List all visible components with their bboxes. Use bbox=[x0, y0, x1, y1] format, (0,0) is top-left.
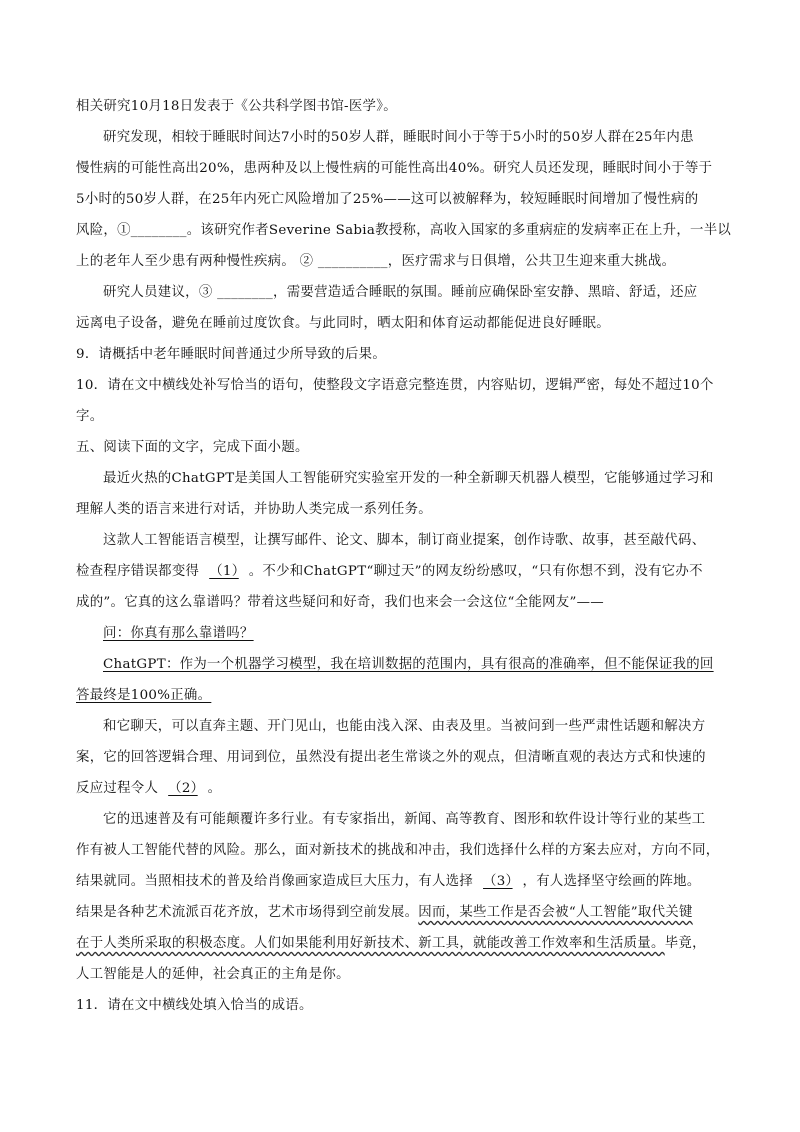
question-10-cont: 字。 bbox=[76, 409, 104, 424]
paragraph-line: 案，它的回答逻辑合理、用词到位，虽然没有提出老生常谈之外的观点，但清晰直观的表达方式和快速的 bbox=[76, 750, 706, 765]
answer-line: ChatGPT：作为一个机器学习模型，我在培训数据的范围内，具有很高的准确率，但不能保证我的回 bbox=[103, 657, 714, 672]
paragraph-line: 理解人类的语言来进行对话，并协助人类完成一系列任务。 bbox=[76, 502, 432, 517]
paragraph-line: 和它聊天，可以直奔主题、开门见山，也能由浅入深、由表及里。当被问到一些严肃性话题和解决方 bbox=[103, 719, 706, 734]
blank-1: （1） bbox=[209, 564, 239, 579]
paragraph-line: 5小时的50岁人群，在25年内死亡风险增加了25%——这可以被解释为，较短睡眠时间增加了慢性病的 bbox=[76, 192, 699, 207]
paragraph-line: 作有被人工智能代替的风险。那么，面对新技术的挑战和冲击，我们选择什么样的方案去应对，方向不同， bbox=[76, 843, 720, 858]
line-text: 反应过程令人 bbox=[76, 781, 159, 796]
question-10: 10．请在文中横线处补写恰当的语句，使整段文字语意完整连贯，内容贴切，逻辑严密，每处不超过10个 bbox=[76, 378, 714, 393]
line-text: 。 bbox=[207, 781, 222, 796]
paragraph-line: 相关研究10月18日发表于《公共科学图书馆-医学》。 bbox=[76, 99, 397, 114]
paragraph-line: 慢性病的可能性高出20%，患两种及以上慢性病的可能性高出40%。研究人员还发现，睡眠时间小于等于 bbox=[76, 161, 713, 176]
line-text: 结果是各种艺术流派百花齐放，艺术市场得到空前发展。 bbox=[76, 905, 419, 920]
blank-3: （3） bbox=[483, 874, 513, 889]
wavy-underlined-text: 在于人类所采取的积极态度。人们如果能利用好新技术、新工具，就能改善工作效率和生活质量。 bbox=[76, 936, 665, 951]
answer-line: 答最终是100%正确。 bbox=[76, 688, 212, 703]
paragraph-line bbox=[76, 903, 693, 923]
line-text: 。不少和ChatGPT“聊过天”的网友纷纷感叹，“只有你想不到，没有它办不 bbox=[248, 564, 703, 579]
paragraph-line bbox=[76, 779, 221, 799]
paragraph-line bbox=[76, 934, 706, 954]
paragraph-line: 最近火热的ChatGPT是美国人工智能研究实验室开发的一种全新聊天机器人模型，它能够通过学习和 bbox=[103, 471, 714, 486]
line-text: ，有人选择坚守绘画的阵地。 bbox=[522, 874, 701, 889]
line-text: 毕竟， bbox=[664, 936, 706, 951]
paragraph-line: 上的老年人至少患有两种慢性疾病。 ② __________，医疗需求与日俱增，公共卫生迎来重大挑战。 bbox=[76, 254, 676, 269]
question-11: 11．请在文中横线处填入恰当的成语。 bbox=[76, 998, 313, 1013]
line-text: 结果就同。当照相技术的普及给肖像画家造成巨大压力，有人选择 bbox=[76, 874, 474, 889]
paragraph-line: 人工智能是人的延伸，社会真正的主角是你。 bbox=[76, 967, 350, 982]
paragraph-line bbox=[76, 562, 703, 582]
paragraph-line: 它的迅速普及有可能颠覆许多行业。有专家指出，新闻、高等教育、图形和软件设计等行业的某些工 bbox=[103, 812, 706, 827]
question-9: 9．请概括中老年睡眠时间普通过少所导致的后果。 bbox=[76, 347, 387, 362]
paragraph-line bbox=[76, 872, 701, 892]
paragraph-line: 研究发现，相较于睡眠时间达7小时的50岁人群，睡眠时间小于等于5小时的50岁人群在25年内患 bbox=[103, 130, 694, 145]
section-heading: 五、阅读下面的文字，完成下面小题。 bbox=[76, 440, 309, 455]
paragraph-line: 远离电子设备，避免在睡前过度饮食。与此同时，晒太阳和体育运动都能促进良好睡眠。 bbox=[76, 316, 610, 331]
wavy-underlined-text: 因而，某些工作是否会被“人工智能”取代关键 bbox=[418, 905, 693, 920]
paragraph-line: 研究人员建议，③ ________，需要营造适合睡眠的氛围。睡前应确保卧室安静、黑暗、舒适，还应 bbox=[103, 285, 698, 300]
paragraph-line: 成的”。它真的这么靠谱吗？带着这些疑问和好奇，我们也来会一会这位“全能网友”—— bbox=[76, 595, 604, 610]
question-line: 问：你真有那么靠谱吗？ bbox=[103, 626, 254, 641]
paragraph-line: 这款人工智能语言模型，让撰写邮件、论文、脚本，制订商业提案，创作诗歌、故事，甚至敲代码、 bbox=[103, 533, 706, 548]
paragraph-line: 风险，①________。该研究作者Severine Sabia教授称，高收入国家的多重病症的发病率正在上升，一半以 bbox=[76, 223, 732, 238]
blank-2: （2） bbox=[168, 781, 198, 796]
line-text: 检查程序错误都变得 bbox=[76, 564, 200, 579]
